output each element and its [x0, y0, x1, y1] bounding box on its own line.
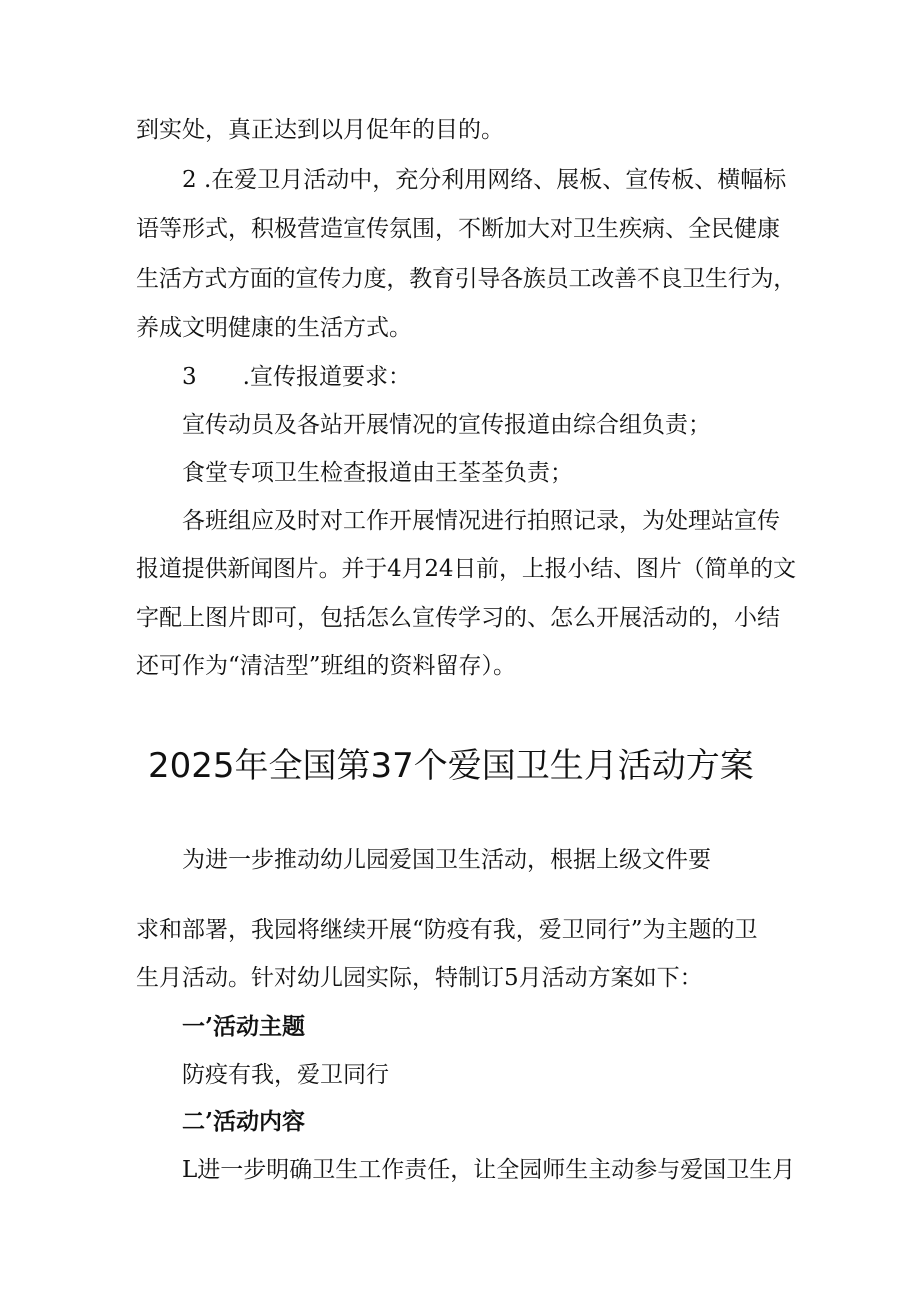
paragraph-line: 求和部署，我园将继续开展“防疫有我，爱卫同行”为主题的卫 — [136, 917, 758, 943]
document-title: 2025年全国第37个爱国卫生月活动方案 — [148, 746, 754, 786]
paragraph-line: 各班组应及时对工作开展情况进行拍照记录，为处理站宣传 — [182, 508, 780, 534]
paragraph-line: 字配上图片即可，包括怎么宣传学习的、怎么开展活动的，小结 — [136, 605, 780, 631]
paragraph-line: 生活方式方面的宣传力度，教育引导各族员工改善不良卫生行为， — [136, 266, 797, 292]
paragraph-line: 到实处，真正达到以月促年的目的。 — [136, 117, 504, 143]
section-heading: 二’活动内容 — [182, 1108, 306, 1135]
paragraph-line: 还可作为“清洁型”班组的资料留存）。 — [136, 653, 517, 679]
paragraph-line: 防疫有我，爱卫同行 — [182, 1062, 389, 1088]
paragraph-line: 报道提供新闻图片。并于4月24日前，上报小结、图片（简单的文 — [136, 556, 796, 582]
paragraph-line: 2 .在爱卫月活动中，充分利用网络、展板、宣传板、横幅标 — [182, 167, 787, 193]
paragraph-line: 宣传动员及各站开展情况的宣传报道由综合组负责； — [182, 412, 711, 438]
paragraph-line: 3 .宣传报道要求： — [182, 364, 411, 390]
paragraph-line: 生月活动。针对幼儿园实际，特制订5月活动方案如下： — [136, 965, 703, 991]
section-heading: 一’活动主题 — [182, 1013, 306, 1040]
paragraph-line: 语等形式，积极营造宣传氛围，不断加大对卫生疾病、全民健康 — [136, 216, 780, 242]
paragraph-line: 食堂专项卫生检查报道由王荃荃负责； — [182, 460, 573, 486]
paragraph-line: 养成文明健康的生活方式。 — [136, 315, 412, 341]
paragraph-line: L进一步明确卫生工作责任，让全园师生主动参与爱国卫生月 — [182, 1157, 796, 1183]
paragraph-line: 为进一步推动幼儿园爱国卫生活动，根据上级文件要 — [182, 847, 711, 873]
